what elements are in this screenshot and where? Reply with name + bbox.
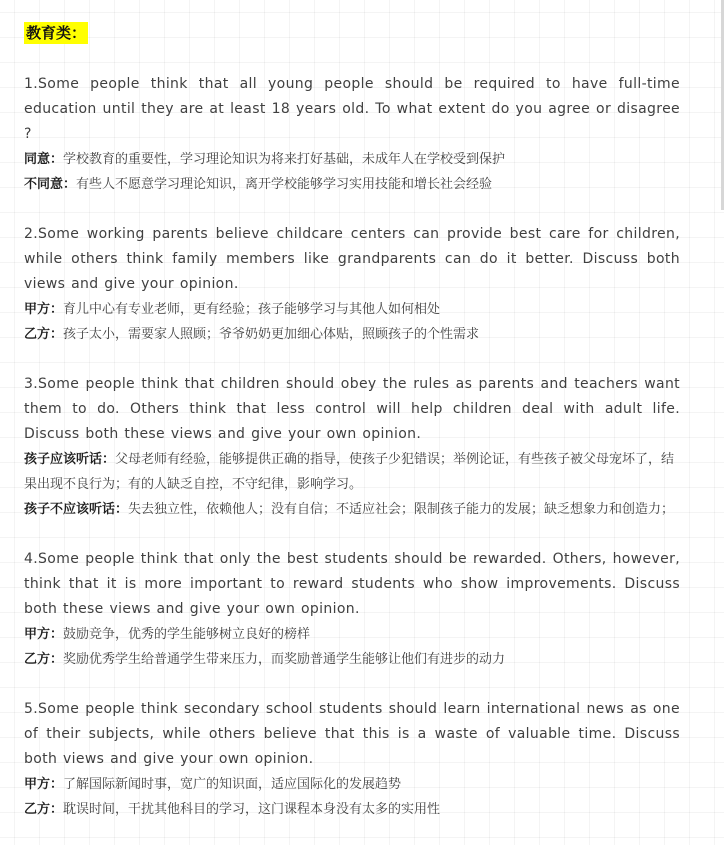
question-text: 4.Some people think that only the best students should be rewarded. Others, however, think that it is more important to reward students who show improvements. Discuss both these views and give your own opinion. bbox=[24, 551, 680, 617]
answer-point-text: 失去独立性，依赖他人；没有自信；不适应社会；限制孩子能力的发展；缺乏想象力和创造力； bbox=[128, 502, 675, 517]
question-text: 3.Some people think that children should obey the rules as parents and teachers want them to do. Others think that less control will help children deal with adult life. Discuss both these views and give your own opinion. bbox=[24, 376, 680, 442]
answer-point-text: 耽误时间，干扰其他科目的学习，这门课程本身没有太多的实用性 bbox=[63, 802, 441, 817]
section-title: 教育类： bbox=[26, 24, 87, 42]
answer-point bbox=[24, 797, 680, 822]
answer-point bbox=[24, 647, 680, 672]
question-block-1 bbox=[24, 72, 680, 197]
answer-point-label: 甲方： bbox=[24, 627, 64, 642]
answer-point-label: 乙方： bbox=[24, 327, 64, 342]
answer-point-label: 孩子不应该听话： bbox=[24, 502, 129, 517]
answer-point-text: 孩子太小，需要家人照顾；爷爷奶奶更加细心体贴，照顾孩子的个性需求 bbox=[63, 327, 480, 342]
question-text: 1.Some people think that all young people should be required to have full-time education until they are at least 18 years old. To what extent do you agree or disagree ? bbox=[24, 76, 680, 142]
answer-point-label: 乙方： bbox=[24, 802, 64, 817]
answer-point-text: 鼓励竞争，优秀的学生能够树立良好的榜样 bbox=[63, 627, 311, 642]
answer-point-text: 有些人不愿意学习理论知识，离开学校能够学习实用技能和增长社会经验 bbox=[76, 177, 493, 192]
answer-point bbox=[24, 172, 680, 197]
answer-point-label: 不同意： bbox=[24, 177, 77, 192]
question-block-5 bbox=[24, 697, 680, 822]
answer-point-label: 乙方： bbox=[24, 652, 64, 667]
question-text: 5.Some people think secondary school students should learn international news as one of their subjects, while others believe that this is a waste of valuable time. Discuss both views and give your own opinion. bbox=[24, 701, 680, 767]
answer-point bbox=[24, 497, 680, 522]
answer-point-label: 甲方： bbox=[24, 302, 64, 317]
answer-point bbox=[24, 772, 680, 797]
question-block-3 bbox=[24, 372, 680, 522]
question-block-2 bbox=[24, 222, 680, 347]
answer-point bbox=[24, 322, 680, 347]
answer-point-text: 了解国际新闻时事，宽广的知识面，适应国际化的发展趋势 bbox=[63, 777, 402, 792]
answer-point bbox=[24, 297, 680, 322]
question-text: 2.Some working parents believe childcare centers can provide best care for children, while others think family members like grandparents can do it better. Discuss both views and give your opinion. bbox=[24, 226, 680, 292]
answer-point bbox=[24, 447, 680, 497]
answer-point bbox=[24, 622, 680, 647]
answer-point-text: 育儿中心有专业老师，更有经验；孩子能够学习与其他人如何相处 bbox=[63, 302, 441, 317]
question-block-4 bbox=[24, 547, 680, 672]
answer-point-label: 孩子应该听话： bbox=[24, 452, 116, 467]
answer-point-text: 学校教育的重要性，学习理论知识为将来打好基础，未成年人在学校受到保护 bbox=[63, 152, 506, 167]
answer-point-label: 甲方： bbox=[24, 777, 64, 792]
answer-point-label: 同意： bbox=[24, 152, 64, 167]
answer-point-text: 奖励优秀学生给普通学生带来压力，而奖励普通学生能够让他们有进步的动力 bbox=[63, 652, 506, 667]
answer-point-text: 父母老师有经验，能够提供正确的指导，使孩子少犯错误；举例论证，有些孩子被父母宠坏了，结果出现不良行为；有的人缺乏自控，不守纪律，影响学习。 bbox=[24, 452, 675, 492]
answer-point bbox=[24, 147, 680, 172]
